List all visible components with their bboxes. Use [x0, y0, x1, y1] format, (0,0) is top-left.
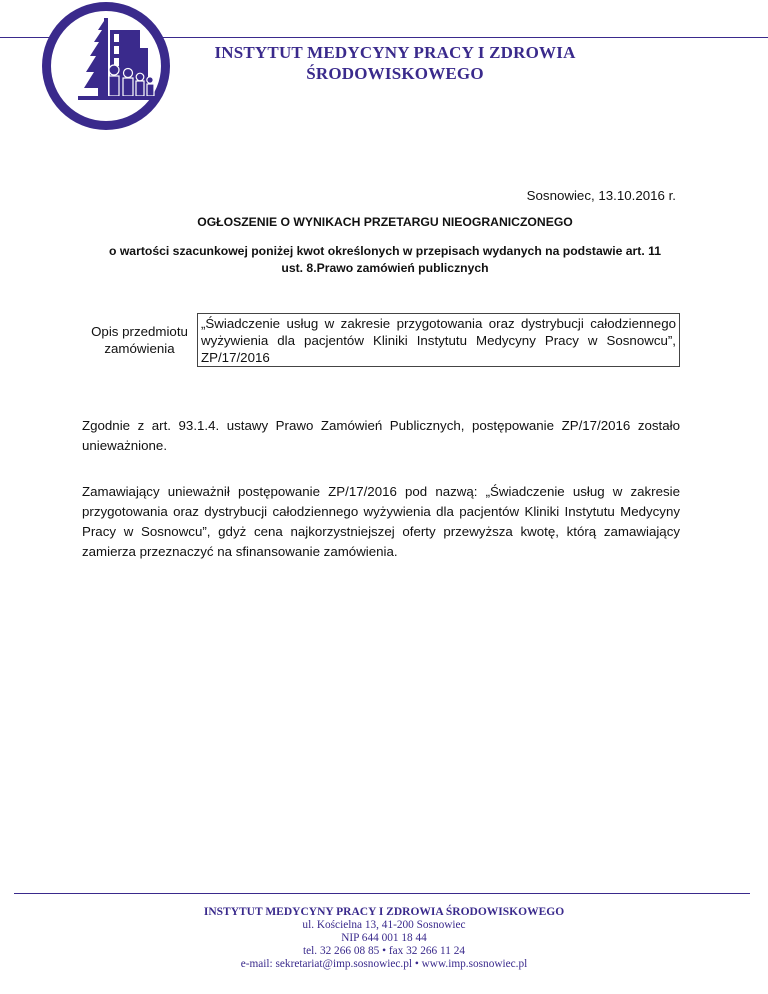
footer	[0, 906, 768, 971]
subtitle-line1: o wartości szacunkowej poniżej kwot określonych w przepisach wydanych na podstawie art. 11	[109, 244, 661, 258]
document-title: OGŁOSZENIE O WYNIKACH PRZETARGU NIEOGRANICZONEGO	[197, 215, 573, 229]
paragraph-cancellation-reason: Zamawiający unieważnił postępowanie ZP/17/2016 pod nazwą: „Świadczenie usług w zakresie przygotowania oraz dystrybucji całodziennego wyżywienia dla pacjentów Kliniki Instytutu Medycyny Pracy w Sosnowcu”, gdyż cena najkorzystniejszej oferty przewyższa kwotę, którą zamawiający zamierza przeznaczyć na sfinansowanie zamówienia.	[82, 484, 680, 559]
institute-name-line2: ŚRODOWISKOWEGO	[306, 64, 484, 83]
document-subtitle	[82, 243, 688, 277]
institute-logo	[40, 0, 172, 132]
subject-label	[82, 314, 198, 367]
footer-nip: NIP 644 001 18 44	[341, 932, 427, 944]
subtitle-line2: ust. 8.Prawo zamówień publicznych	[281, 261, 489, 275]
footer-contact: e-mail: sekretariat@imp.sosnowiec.pl • www.imp.sosnowiec.pl	[240, 958, 528, 970]
subject-value: „Świadczenie usług w zakresie przygotowania oraz dystrybucji całodziennego wyżywienia dla pacjentów Kliniki Instytutu Medycyny Pracy w Sosnowcu”, ZP/17/2016	[198, 314, 680, 367]
paragraph-cancellation-basis: Zgodnie z art. 93.1.4. ustawy Prawo Zamówień Publicznych, postępowanie ZP/17/2016 zostało unieważnione.	[82, 418, 680, 453]
institute-name	[175, 42, 615, 84]
footer-address: ul. Kościelna 13, 41-200 Sosnowiec	[302, 919, 466, 931]
footer-institute-name: INSTYTUT MEDYCYNY PRACY I ZDROWIA ŚRODOWISKOWEGO	[203, 906, 565, 918]
subject-table	[82, 313, 680, 367]
footer-phone: tel. 32 266 08 85 • fax 32 266 11 24	[303, 945, 465, 957]
document-date: Sosnowiec, 13.10.2016 r.	[526, 188, 676, 203]
footer-rule	[14, 893, 750, 894]
institute-name-line1: INSTYTUT MEDYCYNY PRACY I ZDROWIA	[214, 43, 576, 62]
subject-label-line1: Opis przedmiotu	[91, 324, 188, 339]
subject-label-line2: zamówienia	[104, 341, 175, 356]
